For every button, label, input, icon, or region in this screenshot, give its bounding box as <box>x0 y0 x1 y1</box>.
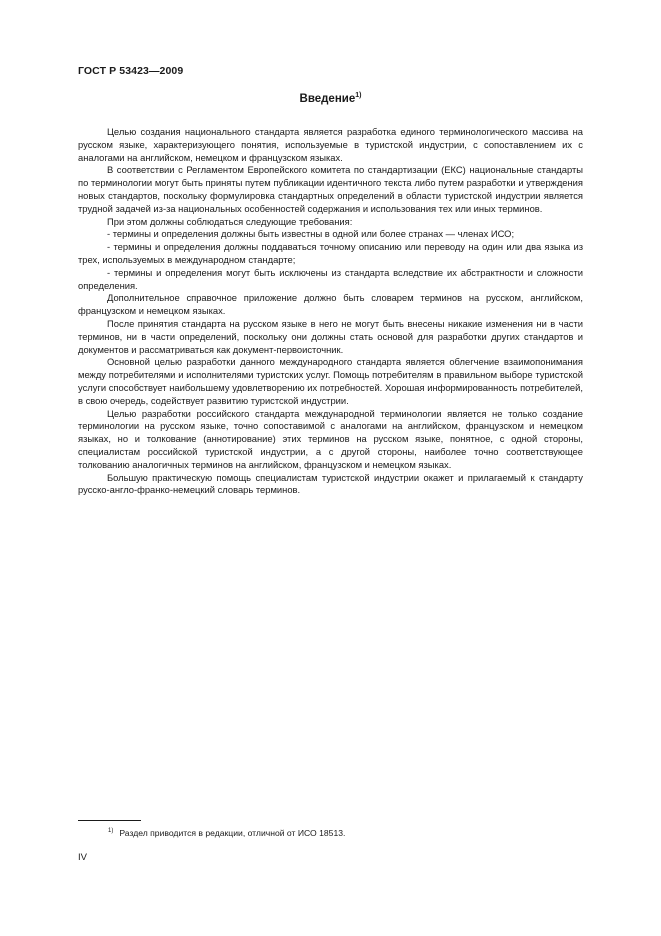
footnote-divider <box>78 820 141 821</box>
section-title-text: Введение <box>299 93 356 105</box>
paragraph: Основной целью разработки данного международного стандарта является облегчение взаимопонимания между потребителями и исполнителями туристских услуг. Помощь потребителям в правильном выборе туристской услуги способствует наибольшему удовлетворению их потребностей. Хорошая информированность потребителей, в свою очередь, содействует развитию туристской индустрии. <box>78 356 583 406</box>
paragraph: В соответствии с Регламентом Европейского комитета по стандартизации (ЕКС) национальные стандарты по терминологии могут быть приняты путем публикации идентичного текста либо путем разработки и утверждения новых стандартов, поскольку формулировка стандартных определений в области туристской индустрии является трудной задачей из-за национальных особенностей содержания и использования тех или иных терминов. <box>78 164 583 214</box>
requirement-item: - термины и определения должны быть известны в одной или более странах — членах ИСО; <box>107 228 515 240</box>
paragraph: Большую практическую помощь специалистам туристской индустрии окажет и прилагаемый к стандарту русско-англо-франко-немецкий словарь терминов. <box>78 471 583 496</box>
footnote-text: Раздел приводится в редакции, отличной от ИСО 18513. <box>119 828 346 838</box>
body-text <box>78 126 583 497</box>
paragraph: После принятия стандарта на русском языке в него не могут быть внесены никакие изменения ни в части терминов, ни в части определений, поскольку они должны стать основой для разработки других стандартов и документов и рассматриваться как документ-первоисточник. <box>78 317 583 355</box>
requirement-item: - термины и определения должны поддаваться точному описанию или переводу на один или два языка из трех, используемых в международном стандарте; <box>78 241 583 265</box>
document-header-id: ГОСТ Р 53423—2009 <box>78 65 184 77</box>
footnote-mark: 1) <box>108 828 114 834</box>
footnote <box>108 828 345 838</box>
paragraph: Целью создания национального стандарта является разработка единого терминологического массива на русском языке, характеризующего понятия, используемые в туристской индустрии, с сопоставлением их с аналогами на английском, немецком и французском языках. <box>78 126 583 163</box>
paragraph: При этом должны соблюдаться следующие требования: <box>107 215 353 227</box>
requirement-item: - термины и определения могут быть исключены из стандарта вследствие их абстрактности и сложности определения. <box>78 266 583 291</box>
section-title <box>0 92 661 105</box>
title-footnote-mark: 1) <box>355 92 362 99</box>
paragraph: Дополнительное справочное приложение должно быть словарем терминов на русском, английском, французском и немецком языках. <box>78 292 583 317</box>
page-number: IV <box>78 852 87 863</box>
paragraph: Целью разработки российского стандарта международной терминологии является не только создание терминологии на русском языке, точно сопоставимой с аналогами на английском, французском и немецком языках, но и толкование (аннотирование) этих терминов на русском языке, понятное, с одной стороны, специалистам российской туристской индустрии, а с другой стороны, наиболее точно соответствующее толкованию аналогичных терминов на английском, французском и немецком языках. <box>78 407 583 470</box>
